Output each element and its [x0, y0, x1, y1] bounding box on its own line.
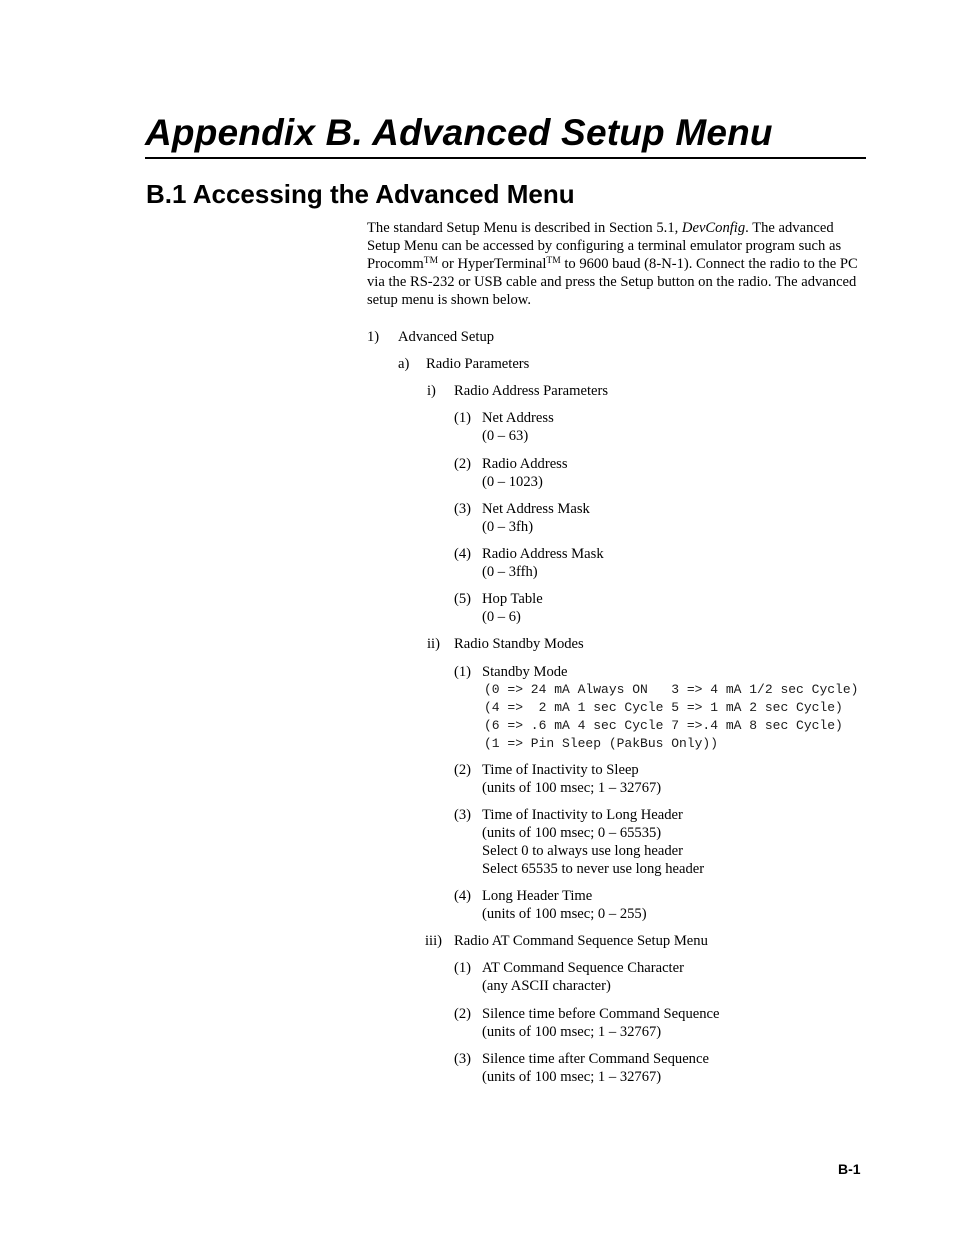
list-marker: (3): [454, 807, 472, 823]
list-item: [454, 1050, 709, 1085]
list-item: [454, 806, 705, 877]
standby-code-line: (4 => 2 mA 1 sec Cycle 5 => 1 mA 2 sec Cycle): [484, 700, 843, 715]
list-label: Time of Inactivity to Long Header (units of 100 msec; 0 – 65535) Select 0 to always use long header Select 65535 to never use long header: [482, 807, 705, 877]
list-item: [454, 545, 604, 580]
list-item: [454, 590, 543, 625]
list-item: [454, 959, 684, 994]
list-label: Radio Standby Modes: [454, 636, 584, 652]
standby-code-line: (6 => .6 mA 4 sec Cycle 7 =>.4 mA 8 sec Cycle): [484, 718, 843, 733]
standby-code-line: (1 => Pin Sleep (PakBus Only)): [484, 736, 719, 751]
list-marker: (2): [454, 1006, 472, 1022]
list-item: [398, 355, 530, 373]
list-item: [427, 382, 609, 400]
list-marker: a): [398, 356, 410, 372]
list-marker: (4): [454, 888, 472, 904]
list-marker: (2): [454, 456, 472, 472]
page-number: B-1: [838, 1161, 861, 1177]
list-item: [454, 455, 568, 490]
list-label: Hop Table (0 – 6): [482, 591, 543, 625]
list-item: [454, 761, 662, 796]
list-label: Net Address Mask (0 – 3fh): [482, 501, 590, 535]
list-marker: (3): [454, 501, 472, 517]
standby-code-line: (0 => 24 mA Always ON 3 => 4 mA 1/2 sec Cycle): [484, 682, 859, 697]
list-item: [454, 500, 590, 535]
list-label: Radio Address Mask (0 – 3ffh): [482, 546, 604, 580]
list-label: Time of Inactivity to Sleep (units of 100 msec; 1 – 32767): [482, 762, 662, 796]
list-label: Long Header Time (units of 100 msec; 0 – 255): [482, 888, 647, 922]
list-label: Silence time after Command Sequence (units of 100 msec; 1 – 32767): [482, 1051, 709, 1085]
list-label: Silence time before Command Sequence (units of 100 msec; 1 – 32767): [482, 1006, 720, 1040]
list-label: Radio Parameters: [426, 356, 530, 372]
list-item: [425, 932, 708, 950]
list-item: [367, 328, 495, 346]
list-label: Advanced Setup: [398, 329, 495, 345]
list-item: [454, 887, 647, 922]
list-marker: (5): [454, 591, 472, 607]
list-label: Standby Mode (0 => 24 mA Always ON 3 => 4 mA 1/2 sec Cycle) (4 => 2 mA 1 sec Cycle 5 => 1 mA 2 sec Cycle) (6 => .6 mA 4 sec Cycle 7 =>.4 mA 8 sec Cycle) (1 => Pin Sleep (PakBus Only)): [482, 664, 859, 751]
list-marker: 1): [367, 329, 380, 345]
list-marker: (4): [454, 546, 472, 562]
list-label: Radio AT Command Sequence Setup Menu: [454, 933, 708, 949]
list-item: [427, 635, 584, 653]
list-marker: (1): [454, 410, 472, 426]
list-label: Net Address (0 – 63): [482, 410, 554, 444]
list-marker: ii): [427, 636, 440, 652]
list-item: [454, 663, 859, 751]
list-item: [454, 409, 554, 444]
list-label: Radio Address (0 – 1023): [482, 456, 568, 490]
page-title: Appendix B. Advanced Setup Menu: [145, 110, 866, 159]
intro-paragraph: The standard Setup Menu is described in Section 5.1, DevConfig. The advanced Setup Menu can be accessed by configuring a terminal emulator program such as Procomm™ or HyperTerminal™ to 9600 baud (8-N-1). Connect the radio to the PC via the RS-232 or USB cable and press the Setup button on the radio. The advanced setup menu is shown below.: [367, 220, 858, 308]
list-marker: i): [427, 383, 436, 399]
list-label: Radio Address Parameters: [454, 383, 609, 399]
list-marker: (3): [454, 1051, 472, 1067]
list-marker: iii): [425, 933, 443, 949]
section-heading: B.1 Accessing the Advanced Menu: [146, 179, 575, 209]
list-label: AT Command Sequence Character (any ASCII character): [482, 960, 684, 994]
list-marker: (1): [454, 664, 472, 680]
list-marker: (2): [454, 762, 472, 778]
list-item: [454, 1005, 720, 1040]
list-marker: (1): [454, 960, 472, 976]
